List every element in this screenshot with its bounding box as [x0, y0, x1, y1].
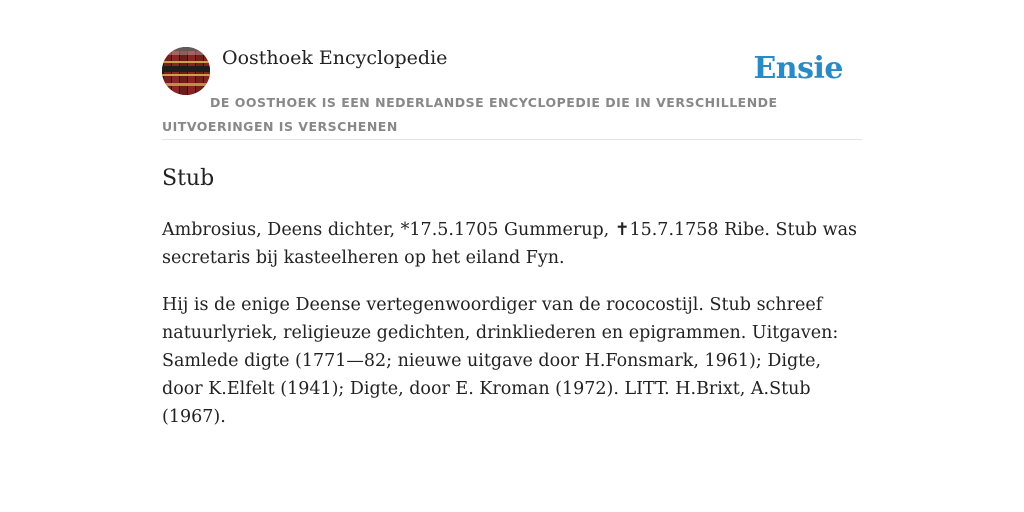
article-paragraph: Ambrosius, Deens dichter, *17.5.1705 Gummerup, ✝15.7.1758 Ribe. Stub was secretaris bij kasteelheren op het eiland Fyn.	[162, 220, 858, 268]
article-title: Stub	[162, 166, 215, 191]
site-tagline: DE OOSTHOEK IS EEN NEDERLANDSE ENCYCLOPEDIE DIE IN VERSCHILLENDE UITVOERINGEN IS VERSCHENEN	[162, 95, 778, 134]
content-container	[162, 46, 862, 427]
encyclopedia-books-icon[interactable]	[162, 47, 210, 95]
site-title-link[interactable]: Oosthoek Encyclopedie	[222, 47, 448, 69]
article-paragraph: Hij is de enige Deense vertegenwoordiger van de rococostijl. Stub schreef natuurlyriek, religieuze gedichten, drinkliederen en epigrammen. Uitgaven: Samlede digte (1771—82; nieuwe uitgave door H.Fonsmark, 1961); Digte, door K.Elfelt (1941); Digte, door E. Kroman (1972). LITT. H.Brixt, A.Stub (1967).	[162, 295, 839, 427]
ensie-logo-link[interactable]: Ensie	[753, 51, 843, 86]
header	[162, 46, 862, 140]
